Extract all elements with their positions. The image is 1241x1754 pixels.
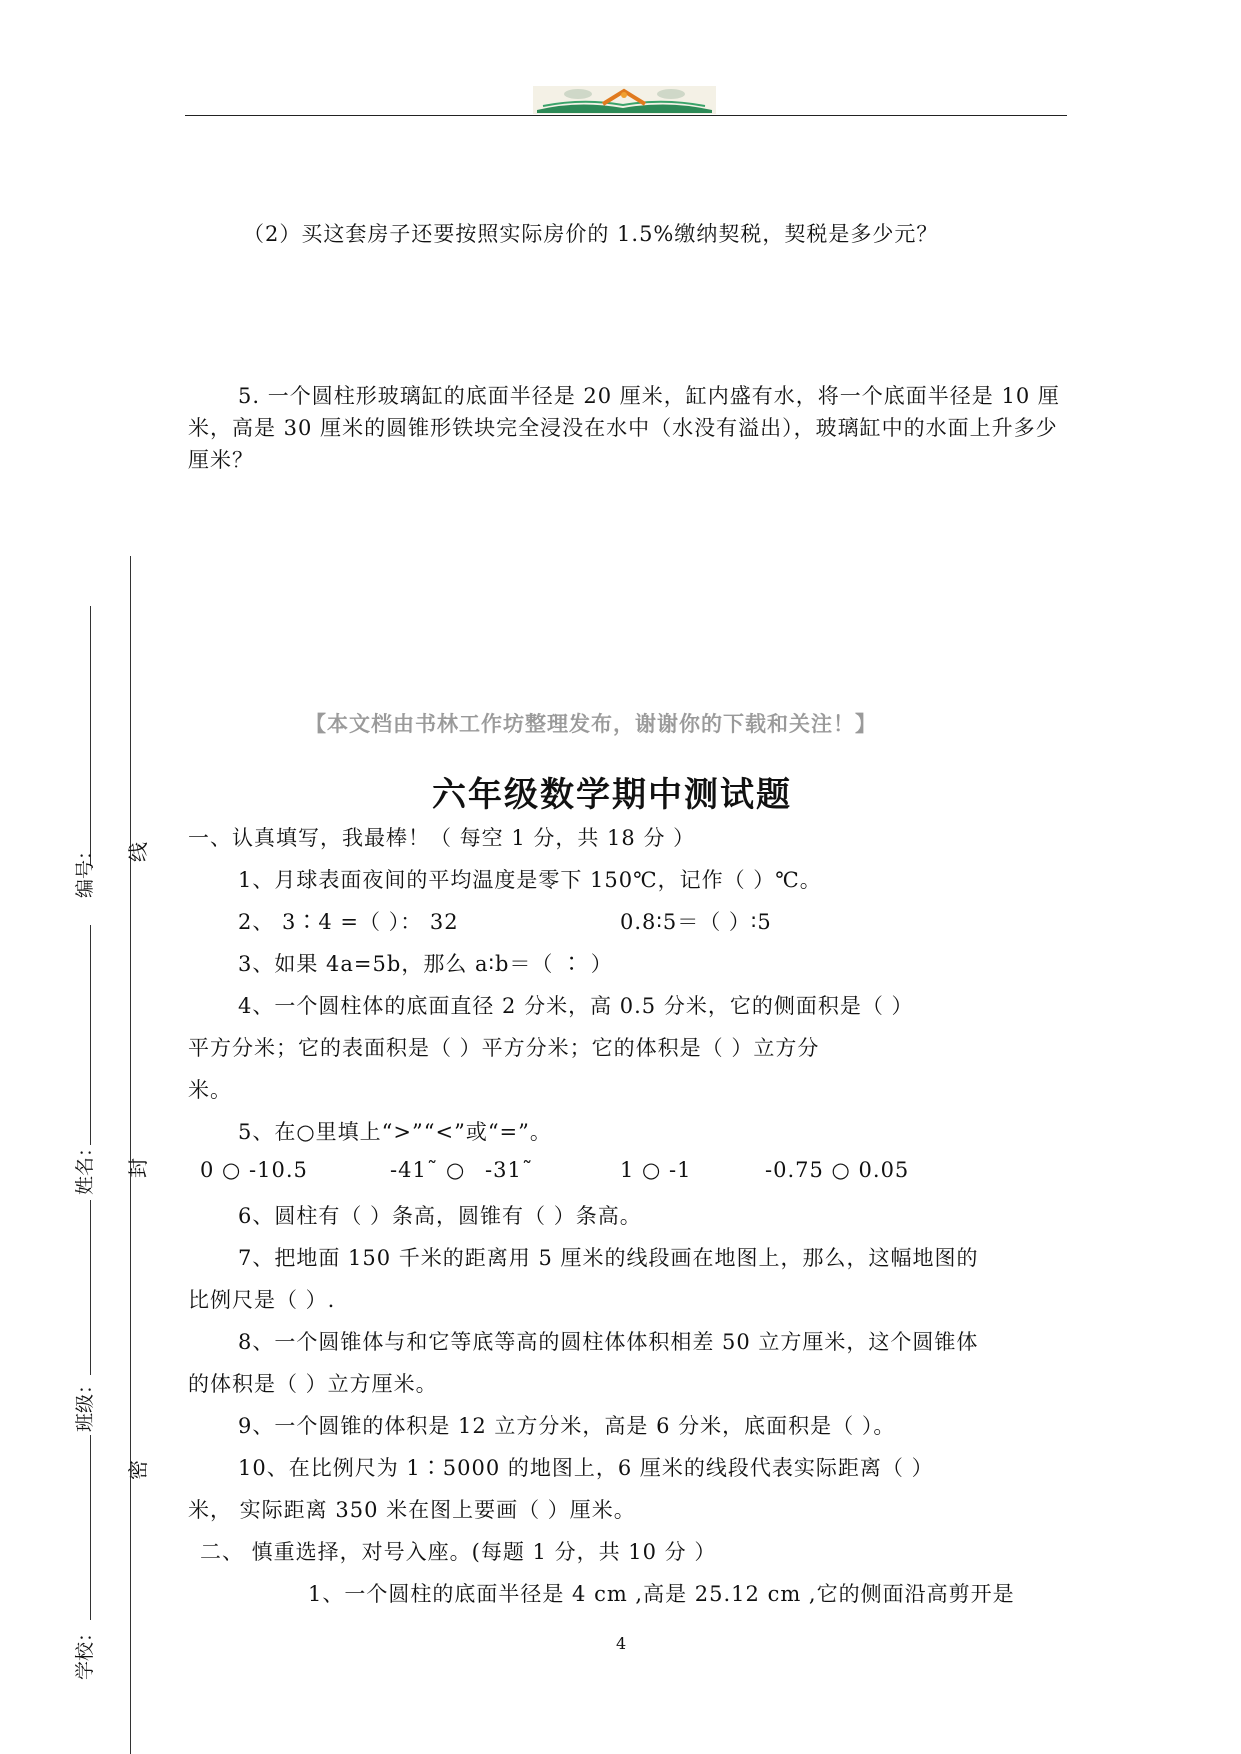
q2b-text: 0.8∶5＝（ ）∶5 xyxy=(620,910,772,934)
section2-heading: 二、 慎重选择，对号入座。(每题 1 分，共 10 分 ） xyxy=(200,1540,717,1564)
q5-item: -41˜ ○ xyxy=(390,1158,466,1182)
header-rule xyxy=(185,115,1067,116)
section2-q1: 1、一个圆柱的底面半径是 4 cm ,高是 25.12 cm ,它的侧面沿高剪开是 xyxy=(308,1582,1015,1606)
id-label: 编号： xyxy=(74,840,96,898)
id-blank-line xyxy=(90,606,91,866)
class-label: 班级： xyxy=(74,1374,96,1432)
seal-secret-char: 密 xyxy=(126,1460,150,1480)
name-blank-line xyxy=(90,925,91,1145)
q2a-text: 2、 3∶4 =（ ）： 32 xyxy=(238,910,459,934)
q7-line1: 7、把地面 150 千米的距离用 5 厘米的线段画在地图上，那么，这幅地图的 xyxy=(238,1246,979,1270)
exam-title: 六年级数学期中测试题 xyxy=(432,775,792,815)
school-label: 学校： xyxy=(74,1622,96,1680)
binding-line xyxy=(130,556,131,1754)
school-blank-line xyxy=(90,1435,91,1620)
q5-item: 0 ○ -10.5 xyxy=(200,1158,308,1182)
seal-seal-char: 封 xyxy=(126,1158,150,1178)
q5-text: 5、在○里填上“>”“<”或“=”。 xyxy=(238,1120,552,1144)
class-blank-line xyxy=(90,1200,91,1375)
q5-item: -0.75 ○ 0.05 xyxy=(765,1158,910,1182)
q4-line1: 4、一个圆柱体的底面直径 2 分米，高 0.5 分米，它的侧面积是（ ） xyxy=(238,994,914,1018)
q7-line2: 比例尺是（ ）. xyxy=(188,1288,336,1312)
q1-text: 1、月球表面夜间的平均温度是零下 150℃，记作（ ）℃。 xyxy=(238,868,822,892)
q8-line1: 8、一个圆锥体与和它等底等高的圆柱体体积相差 50 立方厘米，这个圆锥体 xyxy=(238,1330,979,1354)
q8-line2: 的体积是（ ）立方厘米。 xyxy=(188,1372,438,1396)
q10-line1: 10、在比例尺为 1∶5000 的地图上，6 厘米的线段代表实际距离（ ） xyxy=(238,1456,934,1480)
q4-part2-text: （2）买这套房子还要按照实际房价的 1.5%缴纳契税，契税是多少元？ xyxy=(243,222,939,246)
q10-line2: 米， 实际距离 350 米在图上要画（ ）厘米。 xyxy=(188,1498,636,1522)
name-label: 姓名： xyxy=(74,1137,96,1195)
q3-text: 3、如果 4a=5b，那么 a∶b＝（ ∶ ） xyxy=(238,952,613,976)
q6-text: 6、圆柱有（ ）条高，圆锥有（ ）条高。 xyxy=(238,1204,642,1228)
bookshop-logo-icon xyxy=(533,86,716,114)
page-number: 4 xyxy=(616,1634,627,1653)
q5-item: 1 ○ -1 xyxy=(620,1158,692,1182)
q4-line3: 米。 xyxy=(188,1078,232,1102)
section1-heading: 一、认真填写，我最棒！（ 每空 1 分，共 18 分 ） xyxy=(188,826,696,850)
q9-text: 9、一个圆锥的体积是 12 立方分米，高是 6 分米，底面积是（ ）。 xyxy=(238,1414,896,1438)
q5-item: -31˜ xyxy=(485,1158,534,1182)
download-notice: 【本文档由书林工作坊整理发布，谢谢你的下载和关注！】 xyxy=(305,712,877,736)
q4-line2: 平方分米；它的表面积是（ ）平方分米；它的体积是（ ）立方分 xyxy=(188,1036,820,1060)
q5-paragraph: 5. 一个圆柱形玻璃缸的底面半径是 20 厘米，缸内盛有水，将一个底面半径是 10 厘米，高是 30 厘米的圆锥形铁块完全浸没在水中（水没有溢出），玻璃缸中的水面上升多少厘米？ xyxy=(188,384,1060,472)
seal-line-char: 线 xyxy=(126,842,150,862)
